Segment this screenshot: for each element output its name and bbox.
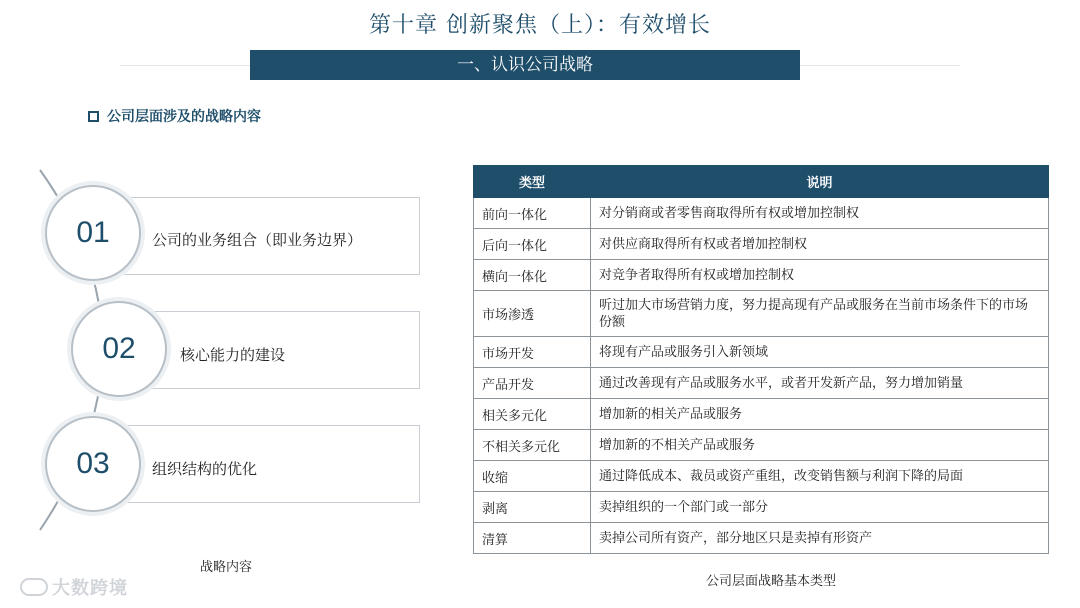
table-row xyxy=(474,198,1049,229)
strategy-item-number-3: 03 xyxy=(45,416,141,512)
strategy-item-number-2: 02 xyxy=(71,301,167,397)
cell-type: 清算 xyxy=(474,523,591,554)
cell-desc: 对竞争者取得所有权或增加控制权 xyxy=(591,260,1049,291)
strategy-item-label-2: 核心能力的建设 xyxy=(180,346,286,364)
cell-desc: 增加新的不相关产品或服务 xyxy=(591,430,1049,461)
table-header-row xyxy=(474,166,1049,198)
strategy-item-number-1: 01 xyxy=(45,185,141,281)
section-banner: 一、认识公司战略 xyxy=(250,50,800,80)
cell-type: 不相关多元化 xyxy=(474,430,591,461)
table-row xyxy=(474,229,1049,260)
table-row xyxy=(474,461,1049,492)
cell-type: 剥离 xyxy=(474,492,591,523)
strategy-types-table xyxy=(473,165,1049,554)
strategy-item-label-1: 公司的业务组合（即业务边界） xyxy=(152,231,363,249)
cell-desc: 对供应商取得所有权或者增加控制权 xyxy=(591,229,1049,260)
cell-type: 产品开发 xyxy=(474,368,591,399)
strategy-item-label-3: 组织结构的优化 xyxy=(152,460,258,478)
watermark-text: 大数跨境 xyxy=(52,578,128,599)
cell-type: 收缩 xyxy=(474,461,591,492)
cell-type: 后向一体化 xyxy=(474,229,591,260)
table-row xyxy=(474,430,1049,461)
cell-type: 横向一体化 xyxy=(474,260,591,291)
subheading-text: 公司层面涉及的战略内容 xyxy=(107,109,261,125)
watermark-logo-icon xyxy=(20,578,48,596)
right-caption: 公司层面战略基本类型 xyxy=(706,574,837,589)
subheading xyxy=(88,106,261,126)
cell-type: 相关多元化 xyxy=(474,399,591,430)
cell-type: 前向一体化 xyxy=(474,198,591,229)
table-row xyxy=(474,291,1049,337)
table-row xyxy=(474,399,1049,430)
cell-type: 市场开发 xyxy=(474,337,591,368)
left-caption: 战略内容 xyxy=(200,560,253,575)
table-row xyxy=(474,337,1049,368)
table-row xyxy=(474,492,1049,523)
cell-desc: 增加新的相关产品或服务 xyxy=(591,399,1049,430)
table-row xyxy=(474,523,1049,554)
cell-desc: 听过加大市场营销力度，努力提高现有产品或服务在当前市场条件下的市场份额 xyxy=(591,291,1049,337)
square-bullet-icon xyxy=(88,111,99,122)
cell-desc: 通过改善现有产品或服务水平，或者开发新产品，努力增加销量 xyxy=(591,368,1049,399)
cell-desc: 将现有产品或服务引入新领域 xyxy=(591,337,1049,368)
cell-desc: 对分销商或者零售商取得所有权或增加控制权 xyxy=(591,198,1049,229)
table-row xyxy=(474,260,1049,291)
cell-desc: 卖掉组织的一个部门或一部分 xyxy=(591,492,1049,523)
cell-desc: 卖掉公司所有资产，部分地区只是卖掉有形资产 xyxy=(591,523,1049,554)
watermark xyxy=(20,574,128,600)
chapter-title: 第十章 创新聚焦（上）：有效增长 xyxy=(369,13,711,38)
header-type: 类型 xyxy=(474,166,591,198)
cell-type: 市场渗透 xyxy=(474,291,591,337)
header-desc: 说明 xyxy=(591,166,1049,198)
cell-desc: 通过降低成本、裁员或资产重组，改变销售额与利润下降的局面 xyxy=(591,461,1049,492)
table-row xyxy=(474,368,1049,399)
